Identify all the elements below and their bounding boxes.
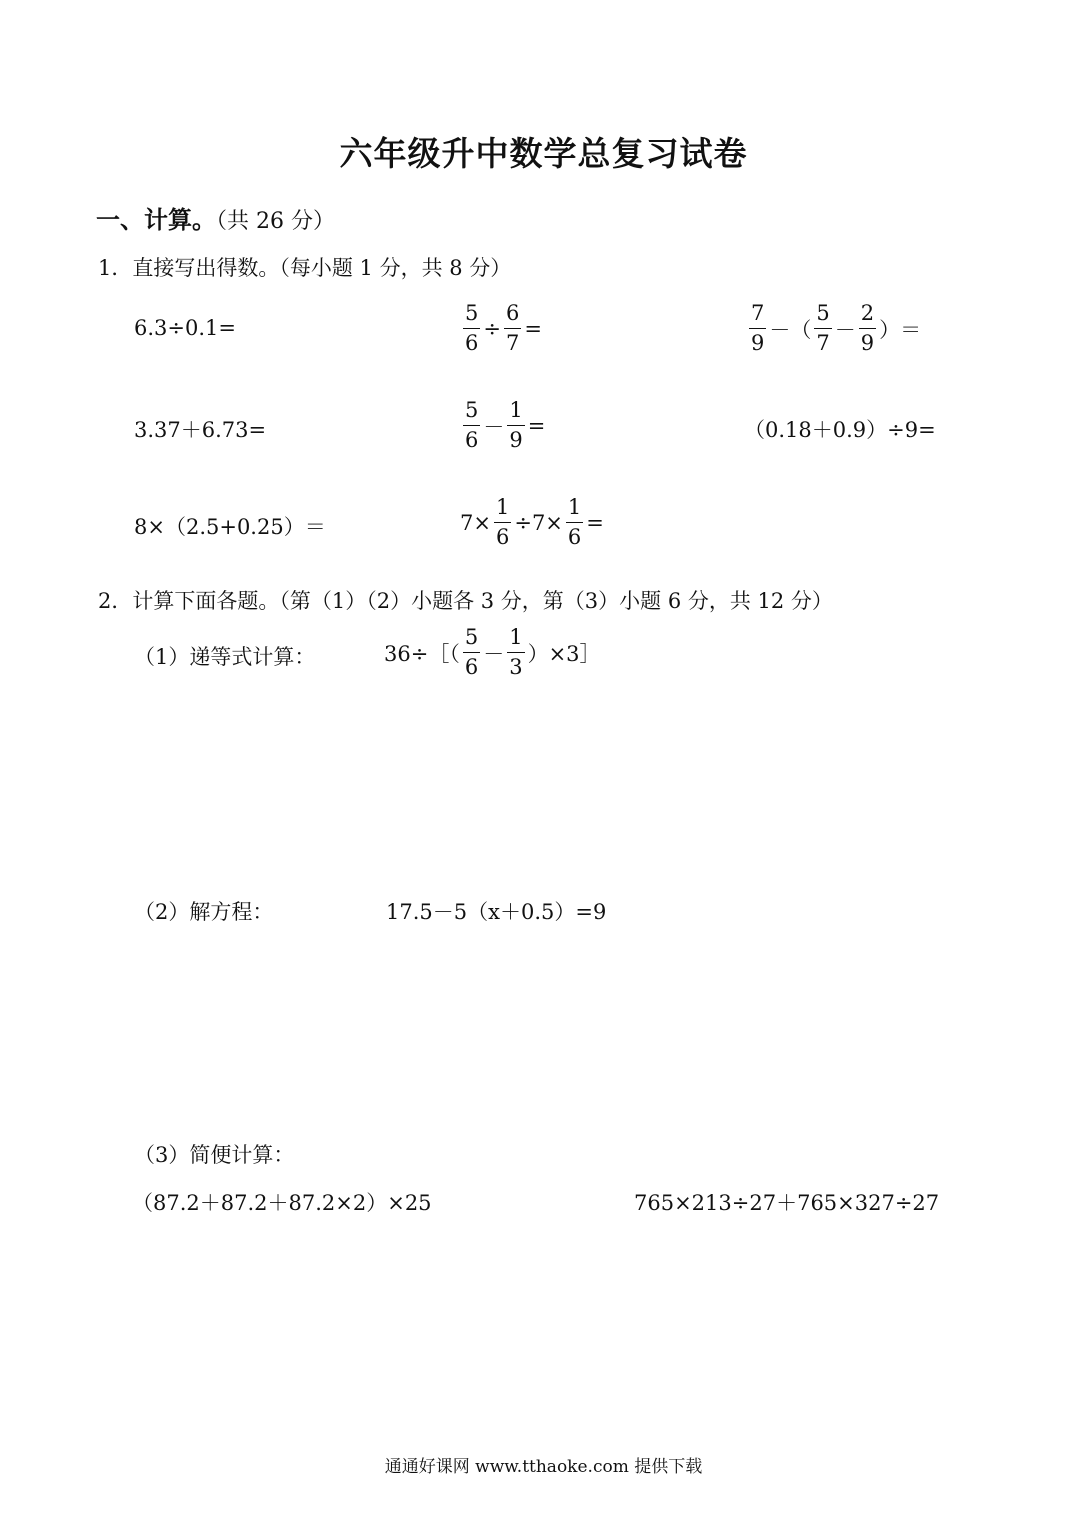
fraction: $\frac{6}{7}$ <box>505 301 520 355</box>
fraction: $\frac{1}{6}$ <box>495 495 510 549</box>
part-2-equation: 17.5－5（x＋0.5）=9 <box>386 900 607 924</box>
part-1-label: （1）递等式计算： <box>134 645 316 669</box>
fraction: $\frac{5}{6}$ <box>464 625 479 679</box>
footer-text: 通通好课网 www.tthaoke.com 提供下载 <box>384 1457 703 1477</box>
fraction: $\frac{1}{9}$ <box>509 398 523 452</box>
section-one-title: 一、计算。 <box>96 206 216 234</box>
fraction: $\frac{2}{9}$ <box>860 301 875 355</box>
expr-1f: （0.18＋0.9）÷9= <box>744 418 936 442</box>
fraction: $\frac{5}{7}$ <box>816 301 830 355</box>
expr-1a: 6.3÷0.1= <box>134 316 236 340</box>
fraction: $\frac{5}{6}$ <box>465 398 479 452</box>
page-title: 六年级升中数学总复习试卷 <box>339 134 748 173</box>
fraction: $\frac{7}{9}$ <box>751 301 765 355</box>
expr-1e: $\frac{5}{6}$ － $\frac{1}{9}$ = <box>465 398 546 452</box>
part-2-label: （2）解方程： <box>134 900 274 924</box>
section-one-points: （共 26 分） <box>216 209 335 234</box>
part-1-expression: 36÷［（ $\frac{5}{6}$ － $\frac{1}{3}$ ）×3］ <box>384 625 601 679</box>
fraction: $\frac{1}{3}$ <box>509 625 523 679</box>
section-one-heading <box>96 200 335 235</box>
question-1-label: 1．直接写出得数。（每小题 1 分，共 8 分） <box>98 256 512 280</box>
part-3-label: （3）简便计算： <box>134 1143 295 1167</box>
expr-1d: 3.37＋6.73= <box>134 418 267 442</box>
expr-1g: 8×（2.5+0.25）＝ <box>134 515 326 539</box>
part-3-expression-1: （87.2＋87.2＋87.2×2）×25 <box>132 1191 432 1215</box>
fraction: $\frac{5}{6}$ <box>465 301 479 355</box>
expr-1h: 7× $\frac{1}{6}$ ÷7× $\frac{1}{6}$ = <box>460 495 604 549</box>
fraction: $\frac{1}{6}$ <box>567 495 582 549</box>
expr-1b: $\frac{5}{6}$ ÷ $\frac{6}{7}$ = <box>465 301 542 355</box>
part-3-expression-2: 765×213÷27＋765×327÷27 <box>634 1191 940 1215</box>
expr-1c: $\frac{7}{9}$ －（ $\frac{5}{7}$ － $\frac{2}{9}$ ）＝ <box>751 301 922 355</box>
question-2-label: 2．计算下面各题。（第（1）（2）小题各 3 分，第（3）小题 6 分，共 12 分） <box>98 589 833 613</box>
